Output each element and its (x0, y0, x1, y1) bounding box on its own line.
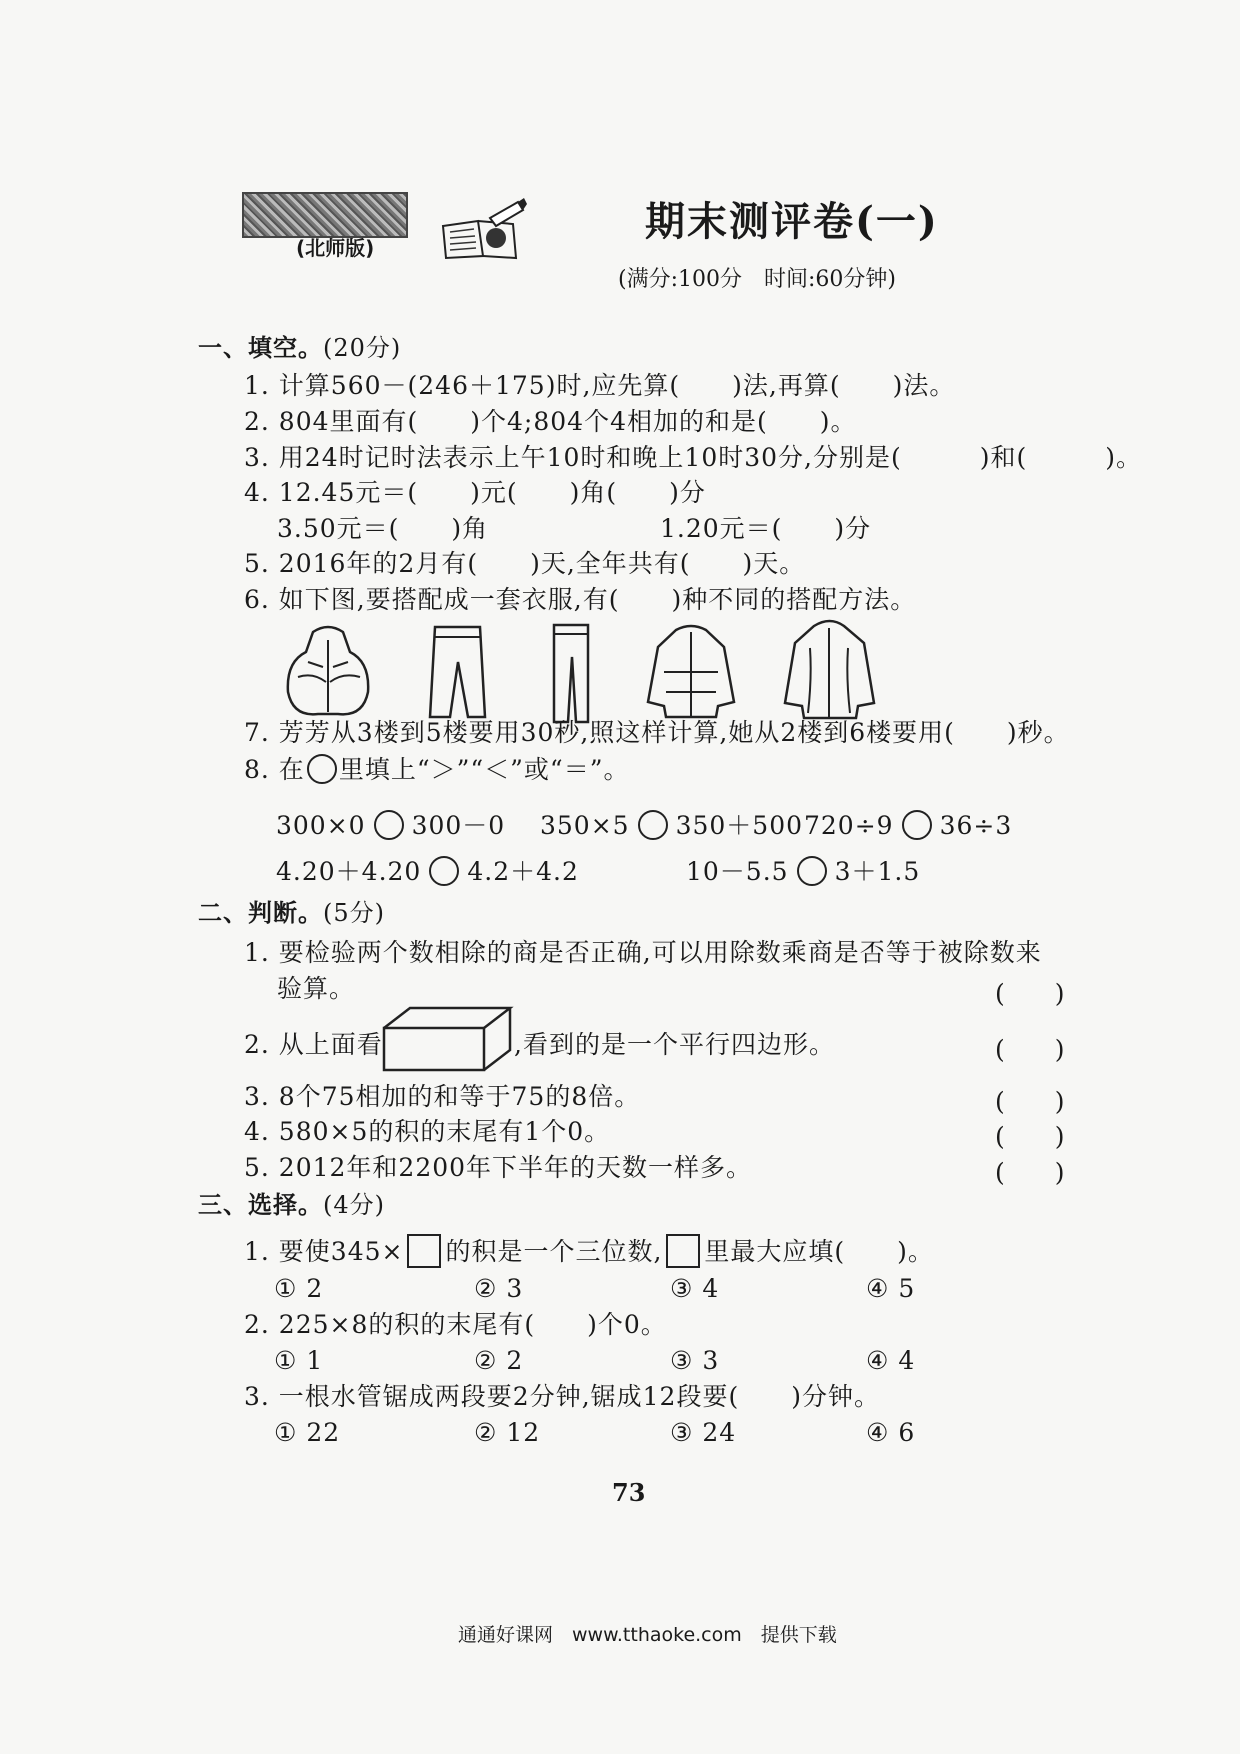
compare-left: 300×0 (276, 811, 366, 840)
section3-heading (198, 1190, 385, 1220)
compare-right: 350＋500 (675, 811, 804, 840)
compare-item (804, 810, 1012, 841)
s2-q2a: 2. 从上面看 (244, 1030, 383, 1059)
pants-wide-icon (420, 622, 495, 722)
compare-left: 4.20＋4.20 (276, 857, 422, 886)
s2-q2b: ,看到的是一个平行四边形。 (514, 1030, 835, 1059)
s1-q3: 3. 用24时记时法表示上午10时和晚上10时30分,分别是( )和( )。 (244, 443, 1143, 472)
compare-item (276, 856, 579, 887)
s1-q8-post: 里填上“＞”“＜”或“＝”。 (338, 755, 630, 784)
option[interactable]: ③ 3 (670, 1346, 720, 1375)
compare-right: 300－0 (411, 811, 506, 840)
jacket-icon (782, 618, 877, 723)
judge-paren[interactable]: ( ) (995, 1122, 1065, 1151)
exam-meta: (满分:100分 时间:60分钟) (618, 267, 896, 292)
s1-q5: 5. 2016年的2月有( )天,全年共有( )天。 (244, 549, 806, 578)
s2-q4: 4. 580×5的积的末尾有1个0。 (244, 1117, 611, 1146)
option[interactable]: ① 22 (274, 1418, 341, 1447)
section1-points: (20分) (323, 334, 402, 362)
judge-paren[interactable]: ( ) (995, 979, 1065, 1008)
option[interactable]: ① 1 (274, 1346, 324, 1375)
option[interactable]: ③ 4 (670, 1274, 720, 1303)
compare-left: 10－5.5 (686, 857, 789, 886)
s1-q4c: 1.20元＝( )分 (660, 514, 872, 543)
judge-paren[interactable]: ( ) (995, 1158, 1065, 1187)
option[interactable]: ④ 5 (866, 1274, 916, 1303)
compare-item (540, 810, 803, 841)
compare-circle[interactable] (429, 856, 459, 886)
s3-q3: 3. 一根水管锯成两段要2分钟,锯成12段要( )分钟。 (244, 1382, 880, 1411)
s1-q4a: 4. 12.45元＝( )元( )角( )分 (244, 478, 706, 507)
pants-narrow-icon (546, 622, 596, 727)
s1-q7: 7. 芳芳从3楼到5楼要用30秒,照这样计算,她从2楼到6楼要用( )秒。 (244, 718, 1070, 747)
option[interactable]: ② 3 (474, 1274, 524, 1303)
compare-left: 350×5 (540, 811, 630, 840)
compare-right: 3＋1.5 (834, 857, 921, 886)
option[interactable]: ① 2 (274, 1274, 324, 1303)
page-number: 73 (612, 1478, 646, 1507)
option[interactable]: ② 2 (474, 1346, 524, 1375)
s3-q2: 2. 225×8的积的末尾有( )个0。 (244, 1310, 667, 1339)
compare-left: 720÷9 (804, 811, 894, 840)
exam-title: 期末测评卷(一) (645, 198, 939, 245)
s2-q3: 3. 8个75相加的和等于75的8倍。 (244, 1082, 641, 1111)
compare-item (686, 856, 920, 887)
section3-points: (4分) (323, 1191, 385, 1219)
s2-q1a: 1. 要检验两个数相除的商是否正确,可以用除数乘商是否等于被除数来 (244, 938, 1042, 967)
s1-q4b: 3.50元＝( )角 (277, 514, 489, 543)
section1-title: 一、填空。 (198, 334, 323, 362)
compare-item (276, 810, 505, 841)
compare-right: 36÷3 (939, 811, 1013, 840)
s1-q6: 6. 如下图,要搭配成一套衣服,有( )种不同的搭配方法。 (244, 585, 917, 614)
s3-q1-part3: 里最大应填( )。 (704, 1237, 934, 1266)
footer-text: 通通好课网 www.tthaoke.com 提供下载 (458, 1624, 837, 1646)
option[interactable]: ④ 4 (866, 1346, 916, 1375)
s1-q2: 2. 804里面有( )个4;804个4相加的和是( )。 (244, 407, 857, 436)
compare-circle[interactable] (902, 810, 932, 840)
option[interactable]: ② 12 (474, 1418, 541, 1447)
compare-circle[interactable] (374, 810, 404, 840)
judge-paren[interactable]: ( ) (995, 1035, 1065, 1064)
compare-circle[interactable] (797, 856, 827, 886)
coat-icon (646, 622, 736, 722)
judge-paren[interactable]: ( ) (995, 1087, 1065, 1116)
s1-q8-pre: 8. 在 (244, 755, 305, 784)
blank-box[interactable] (407, 1234, 441, 1268)
section2-title: 二、判断。 (198, 899, 323, 927)
s1-q1: 1. 计算560－(246＋175)时,应先算( )法,再算( )法。 (244, 371, 956, 400)
s2-q1b: 验算。 (277, 974, 356, 1003)
s2-q5: 5. 2012年和2200年下半年的天数一样多。 (244, 1153, 753, 1182)
s1-q8 (244, 754, 630, 785)
section2-points: (5分) (323, 899, 385, 927)
section2-heading (198, 898, 385, 928)
compare-right: 4.2＋4.2 (467, 857, 579, 886)
book-pen-icon (438, 196, 528, 266)
section1-heading (198, 333, 401, 363)
section3-title: 三、选择。 (198, 1191, 323, 1219)
cuboid-icon (380, 1006, 515, 1072)
edition-label: (北师版) (296, 236, 375, 260)
down-jacket-icon (278, 622, 378, 722)
s3-q1-part2: 的积是一个三位数, (445, 1237, 663, 1266)
compare-circle[interactable] (638, 810, 668, 840)
option[interactable]: ③ 24 (670, 1418, 737, 1447)
blank-box[interactable] (666, 1234, 700, 1268)
s3-q1-part1: 1. 要使345× (244, 1237, 404, 1266)
circle-icon (307, 754, 337, 784)
option[interactable]: ④ 6 (866, 1418, 916, 1447)
s3-q1 (244, 1234, 934, 1268)
